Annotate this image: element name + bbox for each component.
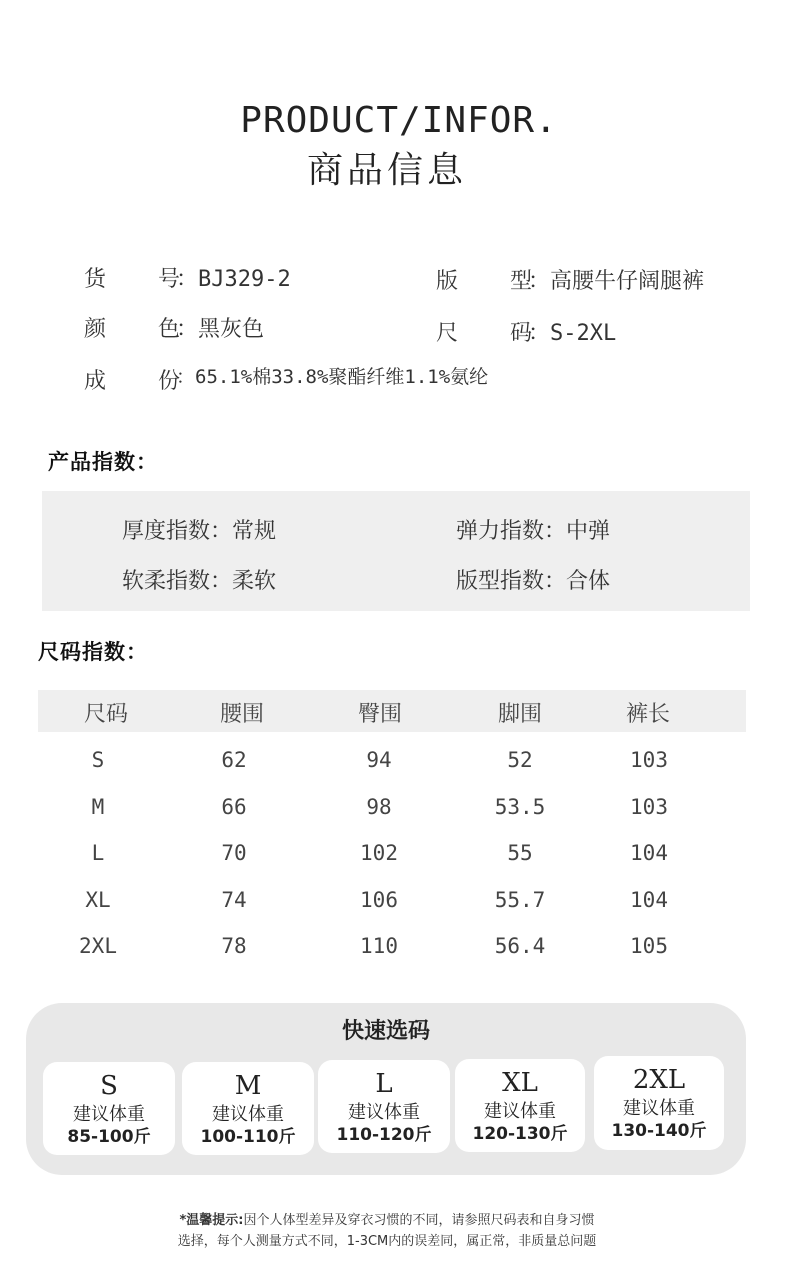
style-value [528,264,704,295]
composition-value [176,364,488,390]
softness-index: 软柔指数：柔软 [122,569,277,594]
size-label-b: 码 [509,321,532,346]
cell-waist: 78 [221,934,247,958]
size-label [436,316,532,347]
cell-size: M [91,795,105,819]
size-card-m[interactable] [182,1062,314,1155]
size-card-s[interactable] [43,1062,175,1155]
quick-size-title: 快速选码 [341,1019,430,1044]
card-size-label: XL [502,1068,538,1098]
header-size: 尺码 [83,702,128,727]
style-label-a: 版 [436,269,459,294]
header-waist: 腰围 [219,702,264,727]
cell-hip: 98 [366,795,392,819]
item-no-label [84,262,180,293]
product-index-title: 产品指数： [48,450,158,474]
cell-size: S [91,748,105,772]
composition-sep: ： [176,366,196,388]
size-card-l[interactable] [318,1060,450,1153]
cell-length: 104 [630,841,668,865]
color-sep: ： [176,317,199,342]
item-no-text: BJ329-2 [198,267,291,292]
cell-hem: 55.7 [494,888,546,912]
cell-length: 104 [630,888,668,912]
cell-waist: 70 [221,841,247,865]
card-size-label: L [375,1069,393,1099]
cell-hem: 53.5 [494,795,546,819]
card-weight-range: 130-140斤 [611,1121,707,1141]
composition-label-a: 成 [84,369,107,394]
title-english: PRODUCT/INFOR. [240,100,558,141]
card-weight-range: 85-100斤 [67,1127,151,1147]
tip-line-1 [0,1209,774,1228]
tip-prefix: *温馨提示: [179,1213,244,1228]
cell-waist: 74 [221,888,247,912]
card-weight-label: 建议体重 [348,1102,420,1123]
card-size-label: 2XL [632,1065,686,1095]
item-no-sep: ： [176,267,199,292]
cell-length: 105 [630,934,668,958]
header-length: 裤长 [625,702,670,727]
cell-hem: 52 [507,748,533,772]
cell-hem: 56.4 [494,934,546,958]
composition-label-b: 份 [157,369,180,394]
style-label [436,264,532,295]
size-label-a: 尺 [436,321,459,346]
color-value [176,312,264,343]
card-weight-range: 120-130斤 [472,1124,568,1144]
cell-waist: 66 [221,795,247,819]
cell-waist: 62 [221,748,247,772]
item-no-label-a: 货 [84,267,107,292]
tip-text-1: 因个人体型差异及穿衣习惯的不同，请参照尺码表和自身习惯 [243,1213,595,1228]
size-sep: ： [528,321,551,346]
thickness-index: 厚度指数：常规 [122,519,277,544]
size-index-title: 尺码指数： [38,640,148,664]
header-hip: 臀围 [357,702,402,727]
color-label-a: 颜 [84,317,107,342]
card-weight-label: 建议体重 [484,1101,556,1122]
style-text: 高腰牛仔阔腿裤 [550,269,705,294]
size-card-2xl[interactable] [594,1056,724,1150]
title-chinese: 商品信息 [306,150,467,191]
item-no-value [176,262,291,293]
card-weight-label: 建议体重 [73,1104,145,1125]
style-sep: ： [528,269,551,294]
cell-hem: 55 [507,841,533,865]
cell-hip: 94 [366,748,392,772]
header-hem: 脚围 [497,702,542,727]
size-value [528,316,616,347]
color-label-b: 色 [157,317,180,342]
card-weight-range: 100-110斤 [200,1127,296,1147]
card-weight-range: 110-120斤 [336,1125,432,1145]
cell-hip: 110 [360,934,398,958]
cell-size: XL [85,888,111,912]
cell-size: 2XL [79,934,117,958]
size-card-xl[interactable] [455,1059,585,1152]
cell-hip: 102 [360,841,398,865]
color-text: 黑灰色 [198,317,265,342]
cell-size: L [91,841,105,865]
size-text: S-2XL [550,321,617,346]
fit-index: 版型指数：合体 [456,569,611,594]
style-label-b: 型 [509,269,532,294]
cell-length: 103 [630,748,668,772]
card-weight-label: 建议体重 [212,1104,284,1125]
composition-label [84,364,180,395]
cell-hip: 106 [360,888,398,912]
composition-text: 65.1%棉33.8%聚酯纤维1.1%氨纶 [195,366,489,388]
elasticity-index: 弹力指数：中弹 [456,519,611,544]
item-no-label-b: 号 [157,267,180,292]
cell-length: 103 [630,795,668,819]
card-size-label: M [234,1071,262,1101]
tip-line-2: 选择，每个人测量方式不同，1-3CM内的误差同，属正常，非质量总问题 [177,1234,597,1249]
card-weight-label: 建议体重 [623,1098,695,1119]
color-label [84,312,180,343]
card-size-label: S [100,1071,118,1101]
